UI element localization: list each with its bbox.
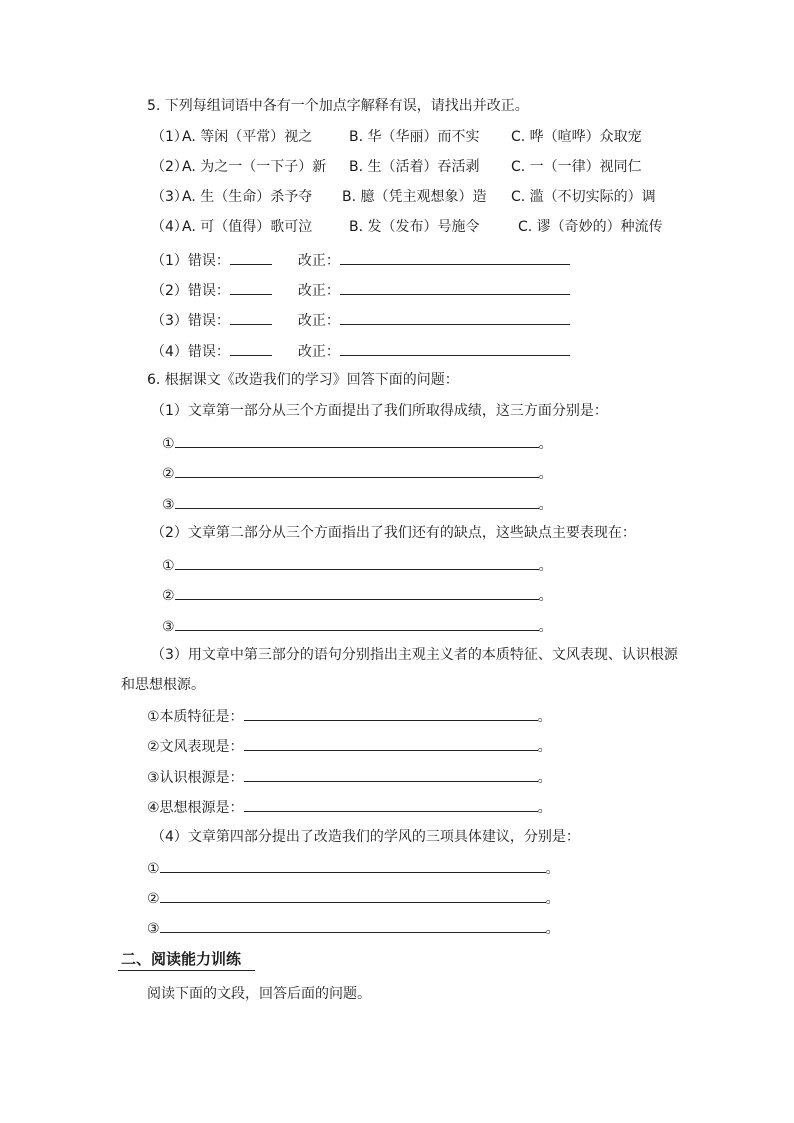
circled-marker: ③ bbox=[147, 921, 160, 937]
q6-part1-prompt: （1）文章第一部分从三个方面提出了我们所取得成绩，这三方面分别是： bbox=[151, 403, 608, 419]
answer-blank[interactable] bbox=[175, 616, 539, 631]
answer-blank[interactable] bbox=[175, 463, 539, 478]
period: 。 bbox=[538, 558, 553, 574]
group-number: （2） bbox=[151, 159, 188, 175]
section-intro: 阅读下面的文段，回答后面的问题。 bbox=[147, 986, 371, 1002]
fill-line bbox=[147, 918, 560, 938]
wrong-blank[interactable] bbox=[230, 341, 272, 356]
fill-line bbox=[162, 433, 553, 453]
wrong-blank[interactable] bbox=[230, 280, 272, 295]
period: 。 bbox=[545, 861, 560, 877]
q6-part4-prompt: （4）文章第四部分提出了改造我们的学风的三项具体建议，分别是： bbox=[151, 829, 580, 845]
answer-number: （1） bbox=[151, 253, 188, 269]
wrong-blank[interactable] bbox=[230, 310, 272, 325]
answer-blank[interactable] bbox=[244, 767, 538, 782]
option-a: A. 可（值得）歌可泣 bbox=[182, 219, 313, 235]
fill-line bbox=[147, 888, 560, 908]
fill-line bbox=[147, 736, 552, 756]
option-a: A. 生（生命）杀予夺 bbox=[182, 189, 313, 205]
option-b: B. 生（活着）吞活剥 bbox=[349, 159, 480, 175]
fix-label: 改正： bbox=[297, 253, 340, 269]
option-c: C. 滥（不切实际的）调 bbox=[511, 189, 656, 205]
item-label: ④思想根源是： bbox=[147, 800, 244, 816]
fill-line bbox=[162, 494, 553, 514]
fill-line bbox=[147, 706, 552, 726]
fill-line bbox=[147, 767, 552, 787]
q5-answer-row bbox=[151, 280, 570, 300]
circled-marker: ① bbox=[147, 861, 160, 877]
circled-marker: ① bbox=[162, 558, 175, 574]
wrong-label: 错误： bbox=[187, 283, 230, 299]
fix-blank[interactable] bbox=[340, 341, 570, 356]
circled-marker: ③ bbox=[162, 619, 175, 635]
period: 。 bbox=[537, 770, 552, 786]
option-a: A. 为之一（一下子）新 bbox=[182, 159, 327, 175]
fill-line bbox=[162, 616, 553, 636]
answer-blank[interactable] bbox=[175, 494, 539, 509]
circled-marker: ② bbox=[162, 588, 175, 604]
answer-blank[interactable] bbox=[244, 706, 538, 721]
period: 。 bbox=[538, 436, 553, 452]
q5-answer-row bbox=[151, 250, 570, 270]
q6-part2-prompt: （2）文章第二部分从三个方面指出了我们还有的缺点，这些缺点主要表现在： bbox=[151, 525, 636, 541]
fill-line bbox=[162, 555, 553, 575]
option-b: B. 发（发布）号施令 bbox=[349, 219, 480, 235]
option-b: B. 臆（凭主观想象）造 bbox=[342, 189, 487, 205]
period: 。 bbox=[538, 466, 553, 482]
section-heading: 二、阅读能力训练 bbox=[121, 950, 242, 968]
period: 。 bbox=[545, 891, 560, 907]
answer-blank[interactable] bbox=[244, 736, 538, 751]
group-number: （3） bbox=[151, 189, 188, 205]
answer-blank[interactable] bbox=[175, 585, 539, 600]
wrong-label: 错误： bbox=[187, 313, 230, 329]
q5-title: 5. 下列每组词语中各有一个加点字解释有误，请找出并改正。 bbox=[147, 98, 529, 114]
answer-number: （4） bbox=[151, 344, 188, 360]
option-c: C. 谬（奇妙的）种流传 bbox=[518, 219, 663, 235]
wrong-label: 错误： bbox=[187, 253, 230, 269]
answer-blank[interactable] bbox=[160, 888, 546, 903]
option-b: B. 华（华丽）而不实 bbox=[349, 129, 480, 145]
q5-answer-row bbox=[151, 310, 570, 330]
option-a: A. 等闲（平常）视之 bbox=[182, 129, 313, 145]
q6-part3-prompt: （3）用文章中第三部分的语句分别指出主观主义者的本质特征、文风表现、认识根源 bbox=[151, 647, 678, 663]
heading-underline bbox=[118, 970, 255, 971]
fix-blank[interactable] bbox=[340, 280, 570, 295]
option-c: C. 一（一律）视同仁 bbox=[511, 159, 642, 175]
answer-number: （3） bbox=[151, 313, 188, 329]
period: 。 bbox=[538, 497, 553, 513]
group-number: （4） bbox=[151, 219, 188, 235]
q5-answer-row bbox=[151, 341, 570, 361]
period: 。 bbox=[537, 800, 552, 816]
circled-marker: ② bbox=[162, 466, 175, 482]
fix-label: 改正： bbox=[297, 344, 340, 360]
fill-line bbox=[147, 858, 560, 878]
group-number: （1） bbox=[151, 129, 188, 145]
answer-number: （2） bbox=[151, 283, 188, 299]
item-label: ②文风表现是： bbox=[147, 739, 244, 755]
circled-marker: ② bbox=[147, 891, 160, 907]
fix-blank[interactable] bbox=[340, 310, 570, 325]
fill-line bbox=[162, 585, 553, 605]
period: 。 bbox=[545, 921, 560, 937]
answer-blank[interactable] bbox=[175, 433, 539, 448]
period: 。 bbox=[538, 619, 553, 635]
fix-label: 改正： bbox=[297, 313, 340, 329]
period: 。 bbox=[538, 588, 553, 604]
q6-title: 6. 根据课文《改造我们的学习》回答下面的问题： bbox=[147, 372, 459, 388]
item-label: ①本质特征是： bbox=[147, 709, 244, 725]
circled-marker: ① bbox=[162, 436, 175, 452]
answer-blank[interactable] bbox=[160, 858, 546, 873]
wrong-label: 错误： bbox=[187, 344, 230, 360]
fill-line bbox=[147, 797, 552, 817]
wrong-blank[interactable] bbox=[230, 250, 272, 265]
fix-label: 改正： bbox=[297, 283, 340, 299]
circled-marker: ③ bbox=[162, 497, 175, 513]
fill-line bbox=[162, 463, 553, 483]
answer-blank[interactable] bbox=[160, 918, 546, 933]
q6-part3-prompt-cont: 和思想根源。 bbox=[121, 677, 205, 693]
period: 。 bbox=[537, 709, 552, 725]
answer-blank[interactable] bbox=[175, 555, 539, 570]
option-c: C. 哗（喧哗）众取宠 bbox=[511, 129, 642, 145]
fix-blank[interactable] bbox=[340, 250, 570, 265]
item-label: ③认识根源是： bbox=[147, 770, 244, 786]
answer-blank[interactable] bbox=[244, 797, 538, 812]
period: 。 bbox=[537, 739, 552, 755]
